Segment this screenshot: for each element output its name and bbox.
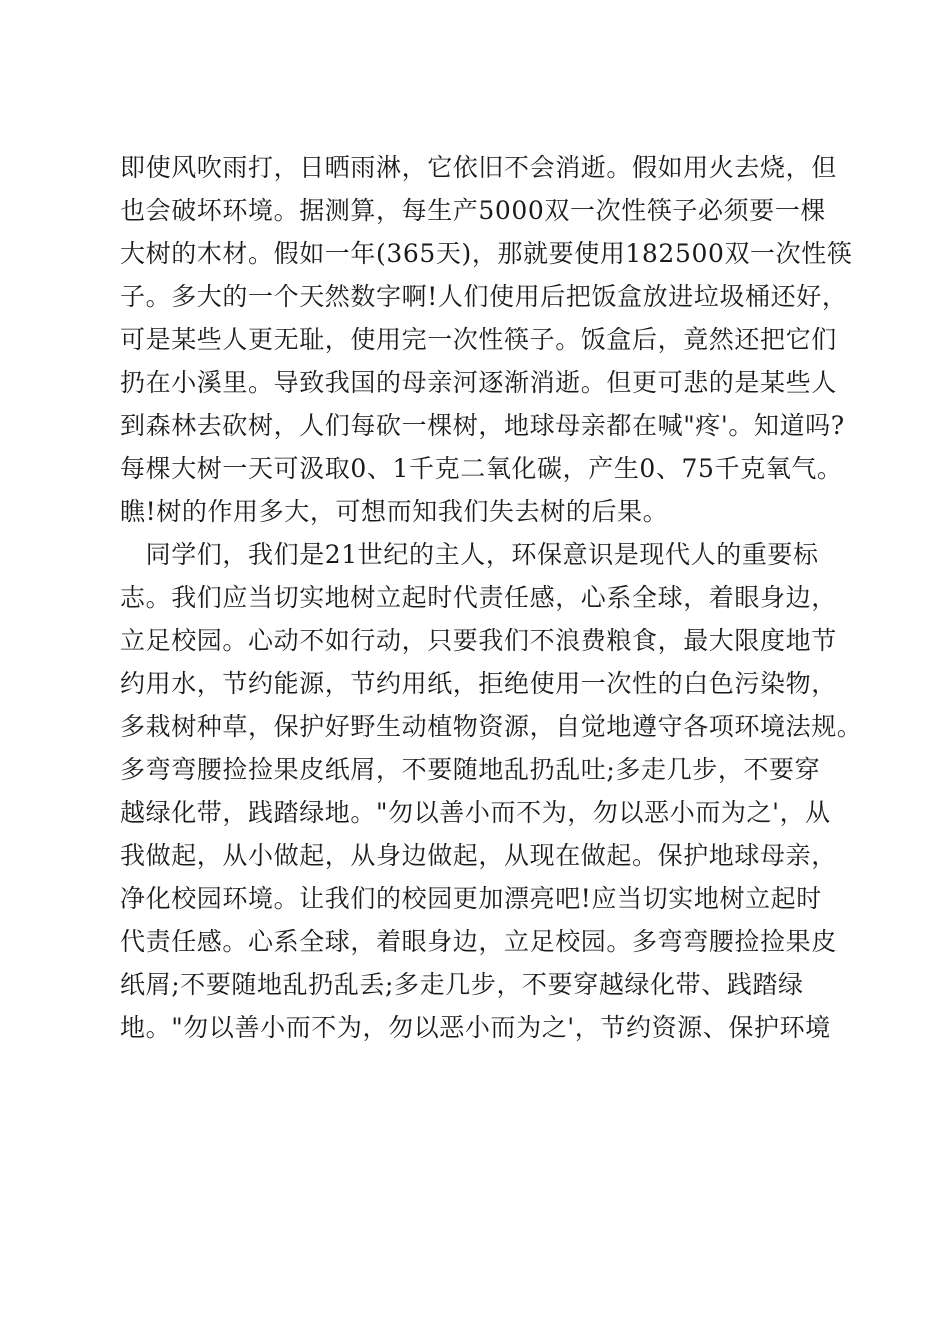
text-line: 立足校园。心动不如行动，只要我们不浪费粮食，最大限度地节 bbox=[120, 626, 837, 655]
text-line: 可是某些人更无耻，使用完一次性筷子。饭盒后，竟然还把它们 bbox=[120, 325, 837, 354]
text-line: 越绿化带，践踏绿地。"勿以善小而不为，勿以恶小而为之'，从 bbox=[120, 798, 831, 827]
text-line: 净化校园环境。让我们的校园更加漂亮吧!应当切实地树立起时 bbox=[120, 884, 822, 913]
text-line: 我做起，从小做起，从身边做起，从现在做起。保护地球母亲， bbox=[120, 841, 837, 870]
text-line: 多栽树种草，保护好野生动植物资源，自觉地遵守各项环境法规。 bbox=[120, 712, 863, 741]
body-text bbox=[120, 146, 863, 1049]
text-line: 子。多大的一个天然数字啊!人们使用后把饭盒放进垃圾桶还好， bbox=[120, 282, 848, 311]
text-line: 地。"勿以善小而不为，勿以恶小而为之'，节约资源、保护环境 bbox=[120, 1013, 831, 1042]
text-line: 也会破坏环境。据测算，每生产5000双一次性筷子必须要一棵 bbox=[120, 196, 827, 225]
text-line: 扔在小溪里。导致我国的母亲河逐渐消逝。但更可悲的是某些人 bbox=[120, 368, 837, 397]
text-line: 到森林去砍树，人们每砍一棵树，地球母亲都在喊"疼'。知道吗? bbox=[120, 411, 845, 440]
text-line: 瞧!树的作用多大，可想而知我们失去树的后果。 bbox=[120, 497, 669, 526]
text-line: 即使风吹雨打，日晒雨淋，它依旧不会消逝。假如用火去烧，但 bbox=[120, 153, 837, 182]
text-line: 大树的木材。假如一年(365天)，那就要使用182500双一次性筷 bbox=[120, 239, 853, 268]
text-line: 纸屑;不要随地乱扔乱丢;多走几步，不要穿越绿化带、践踏绿 bbox=[120, 970, 804, 999]
text-line: 代责任感。心系全球，着眼身边，立足校园。多弯弯腰捡捡果皮 bbox=[120, 927, 837, 956]
text-line: 多弯弯腰捡捡果皮纸屑，不要随地乱扔乱吐;多走几步，不要穿 bbox=[120, 755, 821, 784]
text-line: 志。我们应当切实地树立起时代责任感，心系全球，着眼身边， bbox=[120, 583, 837, 612]
text-line: 约用水，节约能源，节约用纸，拒绝使用一次性的白色污染物， bbox=[120, 669, 837, 698]
text-line: 同学们，我们是21世纪的主人，环保意识是现代人的重要标 bbox=[120, 540, 819, 569]
text-line: 每棵大树一天可汲取0、1千克二氧化碳，产生0、75千克氧气。 bbox=[120, 454, 843, 483]
